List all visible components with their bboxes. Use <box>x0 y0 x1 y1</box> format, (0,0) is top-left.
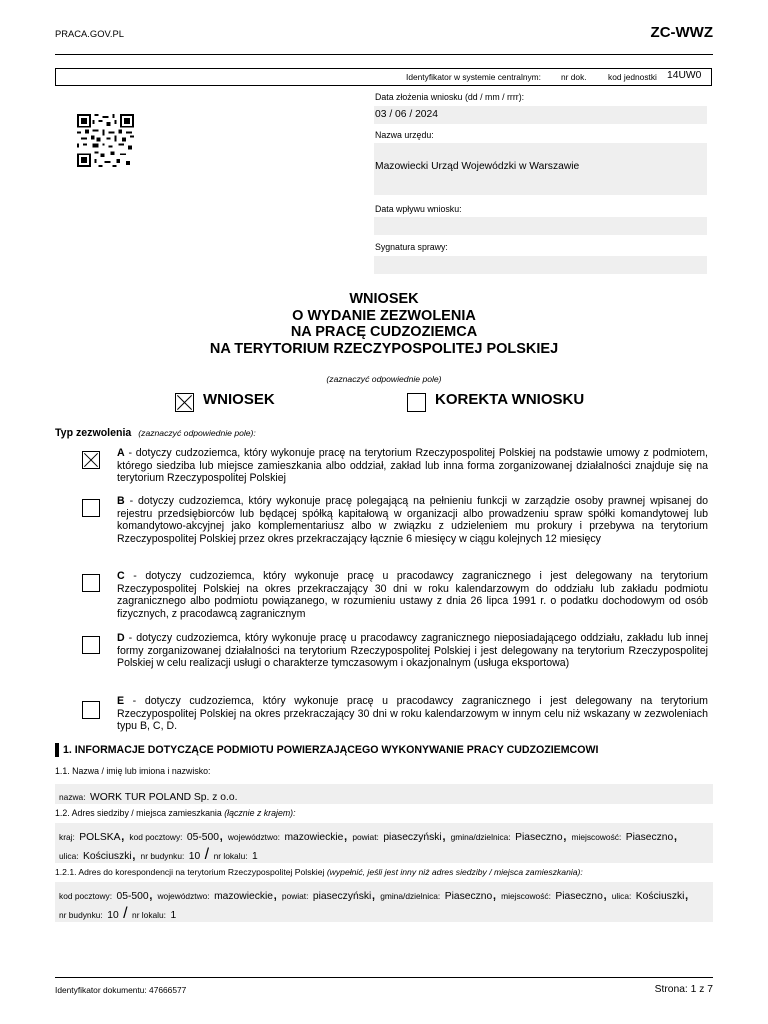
commune-label: gmina/dzielnica: <box>450 832 511 842</box>
title-line: NA PRACĘ CUDZOZIEMCA <box>290 324 478 340</box>
application-label: WNIOSEK <box>203 391 275 408</box>
county-label: powiat: <box>352 832 379 842</box>
city-value: Piaseczno <box>625 832 674 843</box>
permit-d-text <box>117 632 708 670</box>
correspondence-label-row <box>55 867 583 877</box>
country-value: POLSKA <box>79 832 121 843</box>
corr-county-label: powiat: <box>281 891 309 901</box>
page-number <box>655 984 713 995</box>
permit-e-checkbox[interactable] <box>82 701 100 719</box>
unit-code-value: 14UW0 <box>667 70 702 81</box>
footer-rule <box>55 977 713 978</box>
correspondence-label: 1.2.1. Adres do korespondencji na terytorium Rzeczypospolitej Polskiej <box>55 867 325 877</box>
form-title <box>0 291 768 357</box>
permit-b-description: - dotyczy cudzoziemca, który wykonuje pracę polegającą na pełnieniu funkcji w zarządzie osoby prawnej wpisanej do rejestru przedsiębiorców lub będącej spółką kapitałową w organizacji albo prowadzeniu spraw spółki komandytowej lub komandytowo-akcyjnej jako komplementariusz albo w związku z udzieleniem mu prokury i przebywa na terytorium Rzeczypospolitej Polskiej przez okres przekraczający łącznie 6 miesięcy w ciągu kolejnych 12 miesięcy <box>117 495 708 545</box>
permit-c-letter: C <box>117 570 125 582</box>
permit-type-hint: (zaznaczyć odpowiednie pole): <box>138 428 256 438</box>
permit-b-text <box>117 495 708 545</box>
corr-street-value: Kościuszki <box>635 891 685 902</box>
address-label-row <box>55 808 296 818</box>
flat-value: 1 <box>252 851 258 862</box>
permit-a-letter: A <box>117 447 125 459</box>
name-field-label: 1.1. Nazwa / imię lub imiona i nazwisko: <box>55 766 211 776</box>
corr-building-label: nr budynku: <box>59 910 103 920</box>
postal-value: 05-500 <box>186 832 219 843</box>
corr-postal-value: 05-500 <box>116 891 149 902</box>
permit-a-text <box>117 447 708 485</box>
corr-voivodeship-label: województwo: <box>157 891 210 901</box>
registered-address-field[interactable]: kraj: POLSKA, kod pocztowy: 05-500, województwo: mazowieckie, powiat: piaseczyński, gmina/dzielnica: Piaseczno, miejscowość: Piaseczno, ulica: Kościuszki, nr budynku: 10 / nr lokalu: 1 <box>55 823 713 863</box>
name-value: WORK TUR POLAND Sp. z o.o. <box>90 792 238 803</box>
corr-voivodeship-value: mazowieckie <box>214 891 274 902</box>
application-checkbox[interactable] <box>175 393 194 412</box>
permit-b-letter: B <box>117 495 125 507</box>
corr-building-value: 10 <box>107 910 119 921</box>
permit-c-text <box>117 570 708 620</box>
case-number-field[interactable] <box>374 256 707 274</box>
corr-county-value: piaseczyński <box>312 891 372 902</box>
receipt-date-field[interactable] <box>374 217 707 235</box>
name-prefix: nazwa: <box>59 792 86 802</box>
commune-value: Piaseczno <box>515 832 563 843</box>
permit-c-checkbox[interactable] <box>82 574 100 592</box>
address-hint: (łącznie z krajem): <box>224 808 296 818</box>
title-hint: (zaznaczyć odpowiednie pole) <box>326 374 442 384</box>
permit-c-description: - dotyczy cudzoziemca, który wykonuje pracę u pracodawcy zagranicznego i jest delegowany na terytorium Rzeczypospolitej Polskiej na okres przekraczający 30 dni w roku kalendarzowym do oddziału lub zakładu podmiotu zagranicznego albo podmiotu powiązanego, w rozumieniu ustawy z dnia 26 lipca 1991 r. o podatku dochodowym od osób fizycznych, z pracodawcą zagranicznym <box>117 570 708 620</box>
permit-d-letter: D <box>117 632 125 644</box>
site-name: PRACA.GOV.PL <box>55 28 124 39</box>
building-label: nr budynku: <box>140 851 185 861</box>
filing-date-label: Data złożenia wniosku (dd / mm / rrrr): <box>375 92 525 102</box>
corr-city-label: miejscowość: <box>501 891 551 901</box>
doc-number-label: nr dok. <box>561 72 587 82</box>
corr-commune-label: gmina/dzielnica: <box>380 891 441 901</box>
city-label: miejscowość: <box>571 832 622 842</box>
form-code: ZC-WWZ <box>650 24 713 41</box>
postal-label: kod pocztowy: <box>129 832 183 842</box>
county-value: piaseczyński <box>383 832 442 843</box>
permit-e-text <box>117 695 708 733</box>
name-field[interactable] <box>55 784 713 804</box>
permit-e-description: - dotyczy cudzoziemca, który wykonuje pracę u pracodawcy zagranicznego i jest delegowany na terytorium Rzeczypospolitej Polskiej na okres przekraczający 30 dni w roku kalendarzowym w innym celu niż wskazany w zezwoleniach typu B, C, D. <box>117 695 708 733</box>
correspondence-hint: (wypełnić, jeśli jest inny niż adres siedziby / miejsca zamieszkania): <box>326 867 583 877</box>
flat-label: nr lokalu: <box>213 851 248 861</box>
address-label: 1.2. Adres siedziby / miejsca zamieszkania <box>55 808 222 818</box>
document-id <box>55 985 186 995</box>
street-value: Kościuszki <box>83 851 132 862</box>
header-rule <box>55 54 713 55</box>
system-id-label: Identyfikator w systemie centralnym: <box>406 72 541 82</box>
corr-flat-value: 1 <box>170 910 177 921</box>
permit-a-checkbox[interactable] <box>82 451 100 469</box>
permit-d-description: - dotyczy cudzoziemca, który wykonuje pracę u pracodawcy zagranicznego nieposiadającego oddziału, zakładu lub innej formy zorganizowanej działalności na terytorium Rzeczypospolitej Polskiej i jest delegowany na terytorium Rzeczypospolitej Polskiej w celu realizacji usługi o charakterze tymczasowym i okazjonalnym (usługa eksportowa) <box>117 632 708 670</box>
permit-d-checkbox[interactable] <box>82 636 100 654</box>
permit-type-heading <box>55 427 256 439</box>
corr-postal-label: kod pocztowy: <box>59 891 113 901</box>
building-value: 10 <box>188 851 201 862</box>
country-label: kraj: <box>59 832 75 842</box>
office-name-label: Nazwa urzędu: <box>375 130 434 140</box>
corr-street-label: ulica: <box>611 891 632 901</box>
section-1-title: 1. INFORMACJE DOTYCZĄCE PODMIOTU POWIERZAJĄCEGO WYKONYWANIE PRACY CUDZOZIEMCOWI <box>63 744 599 756</box>
section-marker <box>55 743 59 757</box>
title-line: NA TERYTORIUM RZECZYPOSPOLITEJ POLSKIEJ <box>209 340 559 357</box>
corr-flat-label: nr lokalu: <box>132 910 167 920</box>
correction-label: KOREKTA WNIOSKU <box>435 391 585 408</box>
title-line: O WYDANIE ZEZWOLENIA <box>292 307 476 324</box>
permit-e-letter: E <box>117 695 125 707</box>
title-line: WNIOSEK <box>349 291 419 307</box>
unit-code-label: kod jednostki <box>608 72 657 82</box>
case-number-label: Sygnatura sprawy: <box>375 242 448 252</box>
document-id-value: 47666577 <box>149 985 187 995</box>
corr-city-value: Piaseczno <box>555 891 603 902</box>
correction-checkbox[interactable] <box>407 393 426 412</box>
filing-date-field[interactable]: 03 / 06 / 2024 <box>374 106 707 124</box>
voivodeship-value: mazowieckie <box>284 832 344 843</box>
office-name-field[interactable]: Mazowiecki Urząd Wojewódzki w Warszawie <box>374 143 707 195</box>
receipt-date-label: Data wpływu wniosku: <box>375 204 462 214</box>
correspondence-address-field[interactable]: kod pocztowy: 05-500, województwo: mazowieckie, powiat: piaseczyński, gmina/dzielnica: Piaseczno, miejscowość: Piaseczno, ulica: Kościuszki, nr budynku: 10 / nr lokalu: 1 <box>55 882 713 922</box>
page-label: Strona: <box>654 984 688 995</box>
permit-b-checkbox[interactable] <box>82 499 100 517</box>
qr-code-icon <box>77 114 134 167</box>
document-id-label: Identyfikator dokumentu: <box>55 985 147 995</box>
permit-a-description: - dotyczy cudzoziemca, który wykonuje pracę na terytorium Rzeczypospolitej Polskiej na podstawie umowy z podmiotem, którego siedziba lub miejsce zamieszkania albo oddział, zakład lub inna forma zorganizowanej działalności znajduje się na terytorium Rzeczypospolitej Polskiej <box>117 447 708 485</box>
permit-type-label: Typ zezwolenia <box>55 427 132 439</box>
street-label: ulica: <box>59 851 79 861</box>
voivodeship-label: województwo: <box>227 832 281 842</box>
page-value: 1 z 7 <box>690 984 713 995</box>
corr-commune-value: Piaseczno <box>444 891 493 902</box>
